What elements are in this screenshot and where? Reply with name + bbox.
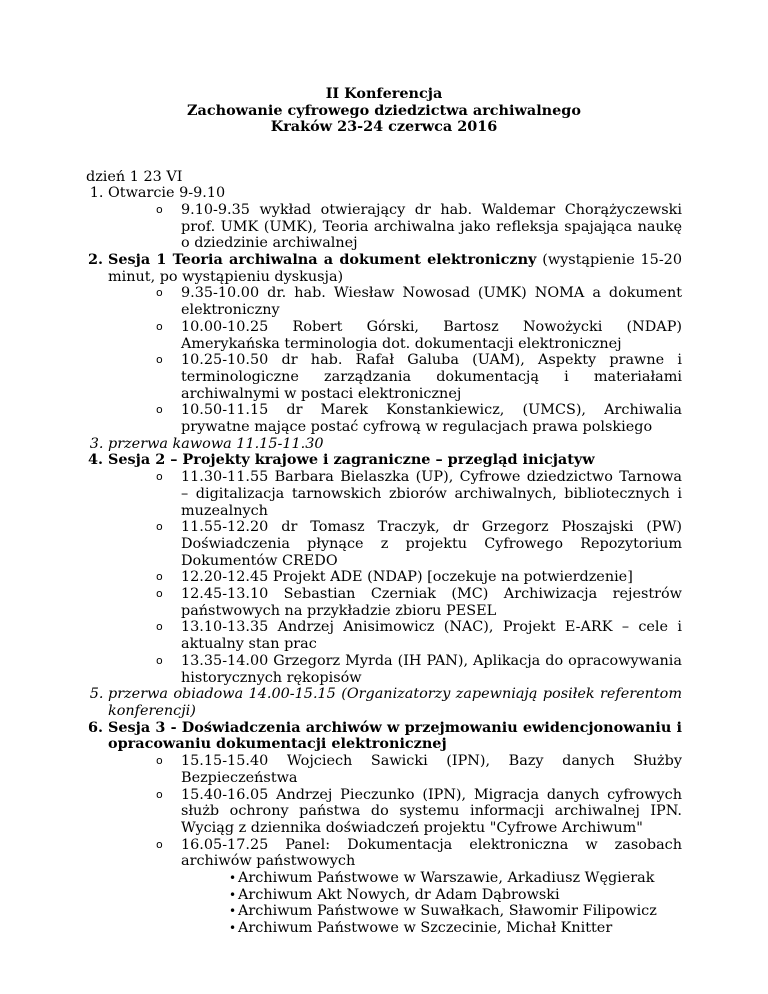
agenda-item-session-3 (108, 720, 682, 937)
circle-bullet-icon: o (156, 319, 163, 333)
panel-participant-text: Archiwum Państwowe w Suwałkach, Sławomir Filipowicz (238, 903, 657, 920)
header-location-date: Kraków 23-24 czerwca 2016 (270, 118, 498, 135)
circle-bullet-icon: o (156, 520, 163, 534)
sub-item (156, 285, 682, 319)
sub-item-text: 13.10-13.35 Andrzej Anisimowicz (NAC), Projekt E-ARK – cele i aktualny stan prac (181, 619, 682, 653)
sub-item (156, 652, 682, 686)
bullet-dot-icon: • (229, 904, 237, 919)
circle-bullet-icon: o (156, 570, 163, 584)
agenda-item-session-1 (108, 252, 682, 436)
header-conference-title: Zachowanie cyfrowego dziedzictwa archiwalnego (187, 101, 581, 119)
sub-item-text: 11.55-12.20 dr Tomasz Traczyk, dr Grzegorz Płoszajski (PW) Doświadczenia płynące z projektu Cyfrowego Repozytorium Dokumentów CREDO (181, 519, 682, 569)
sub-list (108, 285, 682, 435)
session-note: (wystąpienie 15-20 minut, po wystąpieniu dyskusja) (108, 252, 682, 285)
panel-participant (229, 886, 682, 904)
panel-participant-text: Archiwum Akt Nowych, dr Adam Dąbrowski (238, 886, 560, 903)
circle-bullet-icon: o (156, 620, 163, 634)
circle-bullet-icon: o (156, 470, 163, 484)
sub-item-text: 15.40-16.05 Andrzej Pieczunko (IPN), Migracja danych cyfrowych służb ochrony państwa do systemu informacji archiwalnej IPN. Wyciąg z dziennika doświadczeń projektu "Cyfrowe Archiwum" (181, 786, 682, 836)
sub-item-text: 10.50-11.15 dr Marek Konstankiewicz, (UMCS), Archiwalia prywatne mające postać cyfrową w regulacjach prawa polskiego (181, 402, 682, 436)
session-title: Sesja 1 Teoria archiwalna a dokument elektroniczny (108, 251, 537, 269)
sub-item (156, 619, 682, 653)
document-page (86, 86, 682, 937)
bullet-dot-icon: • (229, 871, 237, 886)
panel-participant-text: Archiwum Państwowe w Szczecinie, Michał Knitter (238, 920, 613, 937)
panel-participant (229, 903, 682, 920)
sub-list (108, 202, 682, 252)
sub-item-text: 13.35-14.00 Grzegorz Myrda (IH PAN), Aplikacja do opracowywania historycznych rękopisów (181, 652, 682, 686)
sub-item (156, 201, 682, 252)
panel-participant (229, 870, 682, 887)
agenda-item-text: przerwa obiadowa 14.00-15.15 (Organizatorzy zapewniają posiłek referentom konferencji) (108, 686, 682, 719)
agenda-list (86, 185, 682, 937)
sub-item (156, 786, 682, 837)
circle-bullet-icon: o (156, 403, 163, 417)
sub-item (156, 402, 682, 436)
circle-bullet-icon: o (156, 202, 163, 216)
circle-bullet-icon: o (156, 754, 163, 768)
panel-participant (229, 920, 682, 937)
sub-item (156, 753, 682, 786)
day-label: dzień 1 23 VI (86, 168, 183, 185)
sub-item-text: 11.30-11.55 Barbara Bielaszka (UP), Cyfrowe dziedzictwo Tarnowa – digitalizacja tarnowskich zbiorów archiwalnych, bibliotecznych i muzealnych (181, 469, 682, 519)
sub-item-text: 9.35-10.00 dr. hab. Wiesław Nowosad (UMK) NOMA a dokument elektroniczny (181, 285, 682, 319)
agenda-item-coffee-break (108, 436, 682, 453)
sub-item-text: 16.05-17.25 Panel: Dokumentacja elektroniczna w zasobach archiwów państwowych (181, 836, 682, 870)
sub-item (156, 519, 682, 569)
circle-bullet-icon: o (156, 653, 163, 667)
session-title: Sesja 2 – Projekty krajowe i zagraniczne – przegląd inicjatyw (108, 451, 595, 469)
agenda-item-opening (108, 185, 682, 252)
panel-participant-text: Archiwum Państwowe w Warszawie, Arkadiusz Węgierak (238, 870, 655, 887)
circle-bullet-icon: o (156, 286, 163, 300)
agenda-item-text: Otwarcie 9-9.10 (108, 185, 226, 202)
sub-item (156, 469, 682, 519)
circle-bullet-icon: o (156, 587, 163, 601)
sub-item-text: 9.10-9.35 wykład otwierający dr hab. Waldemar Chorążyczewski prof. UMK (UMK), Teoria archiwalna jako refleksja spajająca naukę o dziedzinie archiwalnej (181, 201, 682, 252)
sub-item (156, 586, 682, 619)
sub-item-text: 10.00-10.25 Robert Górski, Bartosz Nowożycki (NDAP) Amerykańska terminologia dot. dokumentacji elektronicznej (181, 318, 682, 352)
sub-item-text: 12.20-12.45 Projekt ADE (NDAP) [oczekuje na potwierdzenie] (181, 569, 633, 586)
sub-item (156, 569, 682, 586)
bullet-dot-icon: • (229, 921, 237, 936)
circle-bullet-icon: o (156, 787, 163, 801)
panel-participant-list (181, 870, 682, 937)
agenda-item-session-2 (108, 452, 682, 686)
sub-item-text: 12.45-13.10 Sebastian Czerniak (MC) Archiwizacja rejestrów państwowych na przykładzie zbioru PESEL (181, 586, 682, 619)
agenda-item-text: przerwa kawowa 11.15-11.30 (108, 435, 324, 452)
circle-bullet-icon: o (156, 837, 163, 851)
sub-item-text: 10.25-10.50 dr hab. Rafał Galuba (UAM), Aspekty prawne i terminologiczne zarządzania dokumentacją i materiałami archiwalnymi w postaci elektronicznej (181, 352, 682, 402)
sub-item-text: 15.15-15.40 Wojciech Sawicki (IPN), Bazy danych Służby Bezpieczeństwa (181, 753, 682, 786)
sub-list (108, 469, 682, 686)
agenda-item-lunch-break (108, 686, 682, 719)
document-header (86, 86, 682, 136)
sub-item (156, 318, 682, 352)
bullet-dot-icon: • (229, 887, 237, 902)
sub-list (108, 753, 682, 937)
header-conference-number: II Konferencja (325, 85, 443, 102)
session-title: Sesja 3 - Doświadczenia archiwów w przejmowaniu ewidencjonowaniu i opracowaniu dokumentacji elektronicznej (108, 718, 682, 753)
sub-item (156, 352, 682, 402)
circle-bullet-icon: o (156, 353, 163, 367)
sub-item (156, 836, 682, 937)
